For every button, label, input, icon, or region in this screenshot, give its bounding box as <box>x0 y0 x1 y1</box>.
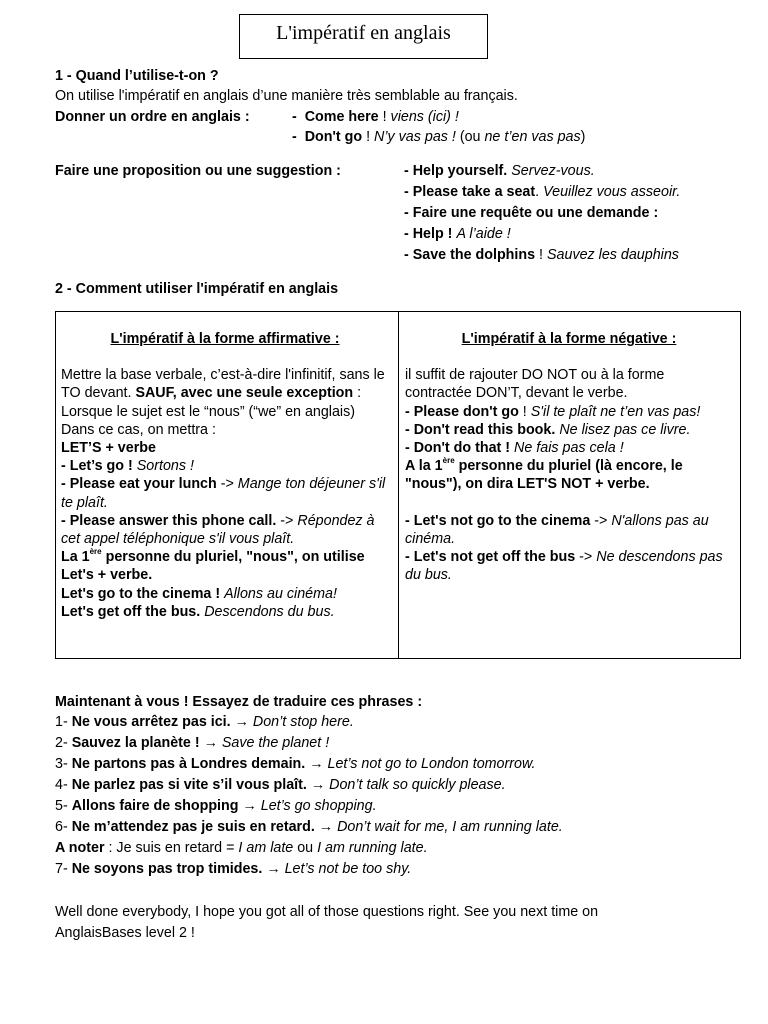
affirmative-example-4: Let's go to the cinema ! Allons au cinéma! <box>61 585 337 602</box>
order-example-1: - Come here ! viens (ici) ! <box>292 109 459 125</box>
suggestion-example-1: - Help yourself. Servez-vous. <box>404 163 595 179</box>
order-example-2: - Don't go ! N’y vas pas ! (ou ne t’en vas pas) <box>292 129 586 145</box>
negative-column <box>405 312 733 585</box>
section2-heading: 2 - Comment utiliser l'impératif en anglais <box>55 281 339 297</box>
negative-rule: il suffit de rajouter DO NOT ou à la forme contractée DON’T, devant le verbe. <box>405 367 665 402</box>
exercise-list <box>55 712 563 880</box>
affirmative-rule: Mettre la base verbale, c’est-à-dire l'infinitif, sans le TO devant. SAUF, avec une seule exception : Lorsque le sujet est le “nous” (“we” en anglais) Dans ce cas, on mettra : <box>61 367 385 438</box>
negative-example-4: - Let's not go to the cinema -> N'allons pas au cinéma. <box>405 512 709 548</box>
negative-plural-rule: A la 1ère personne du pluriel (là encore, le "nous"), on dira LET'S NOT + verbe. <box>405 456 683 493</box>
affirmative-plural-rule: La 1ère personne du pluriel, "nous", on utilise Let's + verbe. <box>61 547 365 584</box>
exercise-item: 5- Allons faire de shopping → Let’s go shopping. <box>55 798 377 814</box>
affirmative-column <box>61 312 389 621</box>
suggestion-example-4: - Help ! A l’aide ! <box>404 226 511 242</box>
exercise-note: A noter : Je suis en retard = I am late ou I am running late. <box>55 840 428 856</box>
exercise-heading: Maintenant à vous ! Essayez de traduire ces phrases : <box>55 694 423 710</box>
imperative-table <box>55 311 741 659</box>
negative-example-5: - Let's not get off the bus -> Ne descendons pas du bus. <box>405 549 723 584</box>
section1-heading: 1 - Quand l’utilise-t-on ? <box>55 68 219 84</box>
affirmative-example-3: - Please answer this phone call. -> Répondez à cet appel téléphonique s'il vous plaît. <box>61 512 375 548</box>
lets-verb-formula: LET’S + verbe <box>61 440 156 457</box>
suggestion-example-3: - Faire une requête ou une demande : <box>404 205 659 221</box>
affirmative-example-5: Let's get off the bus. Descendons du bus. <box>61 603 335 620</box>
section1-intro: On utilise l'impératif en anglais d’une manière très semblable au français. <box>55 88 518 104</box>
suggestion-example-5: - Save the dolphins ! Sauvez les dauphins <box>404 247 679 263</box>
exercise-item: 1- Ne vous arrêtez pas ici. → Don’t stop here. <box>55 714 354 730</box>
closing-line-2: AnglaisBases level 2 ! <box>55 925 195 941</box>
closing-line-1: Well done everybody, I hope you got all of those questions right. See you next time on <box>55 904 599 920</box>
negative-example-3: - Don't do that ! Ne fais pas cela ! <box>405 440 624 457</box>
negative-example-1: - Please don't go ! S'il te plaît ne t’en vas pas! <box>405 403 701 420</box>
affirmative-example-2: - Please eat your lunch -> Mange ton déjeuner s'il te plaît. <box>61 476 386 511</box>
affirmative-example-1: - Let’s go ! Sortons ! <box>61 458 194 475</box>
suggestion-label: Faire une proposition ou une suggestion : <box>55 163 341 179</box>
exercise-item: 4- Ne parlez pas si vite s’il vous plaît. → Don’t talk so quickly please. <box>55 777 506 793</box>
page-title: L'impératif en anglais <box>239 14 488 59</box>
suggestion-example-2: - Please take a seat. Veuillez vous asseoir. <box>404 184 681 200</box>
order-label: Donner un ordre en anglais : <box>55 109 250 125</box>
exercise-item: 7- Ne soyons pas trop timides. → Let’s not be too shy. <box>55 861 412 877</box>
exercise-item: 2- Sauvez la planète ! → Save the planet ! <box>55 735 330 751</box>
affirmative-heading: L'impératif à la forme affirmative : <box>110 331 340 347</box>
negative-heading: L'impératif à la forme négative : <box>461 331 677 347</box>
exercise-item: 6- Ne m’attendez pas je suis en retard. → Don’t wait for me, I am running late. <box>55 819 563 835</box>
negative-example-2: - Don't read this book. Ne lisez pas ce livre. <box>405 421 691 438</box>
table-divider <box>398 312 399 658</box>
exercise-item: 3- Ne partons pas à Londres demain. → Let’s not go to London tomorrow. <box>55 756 536 772</box>
